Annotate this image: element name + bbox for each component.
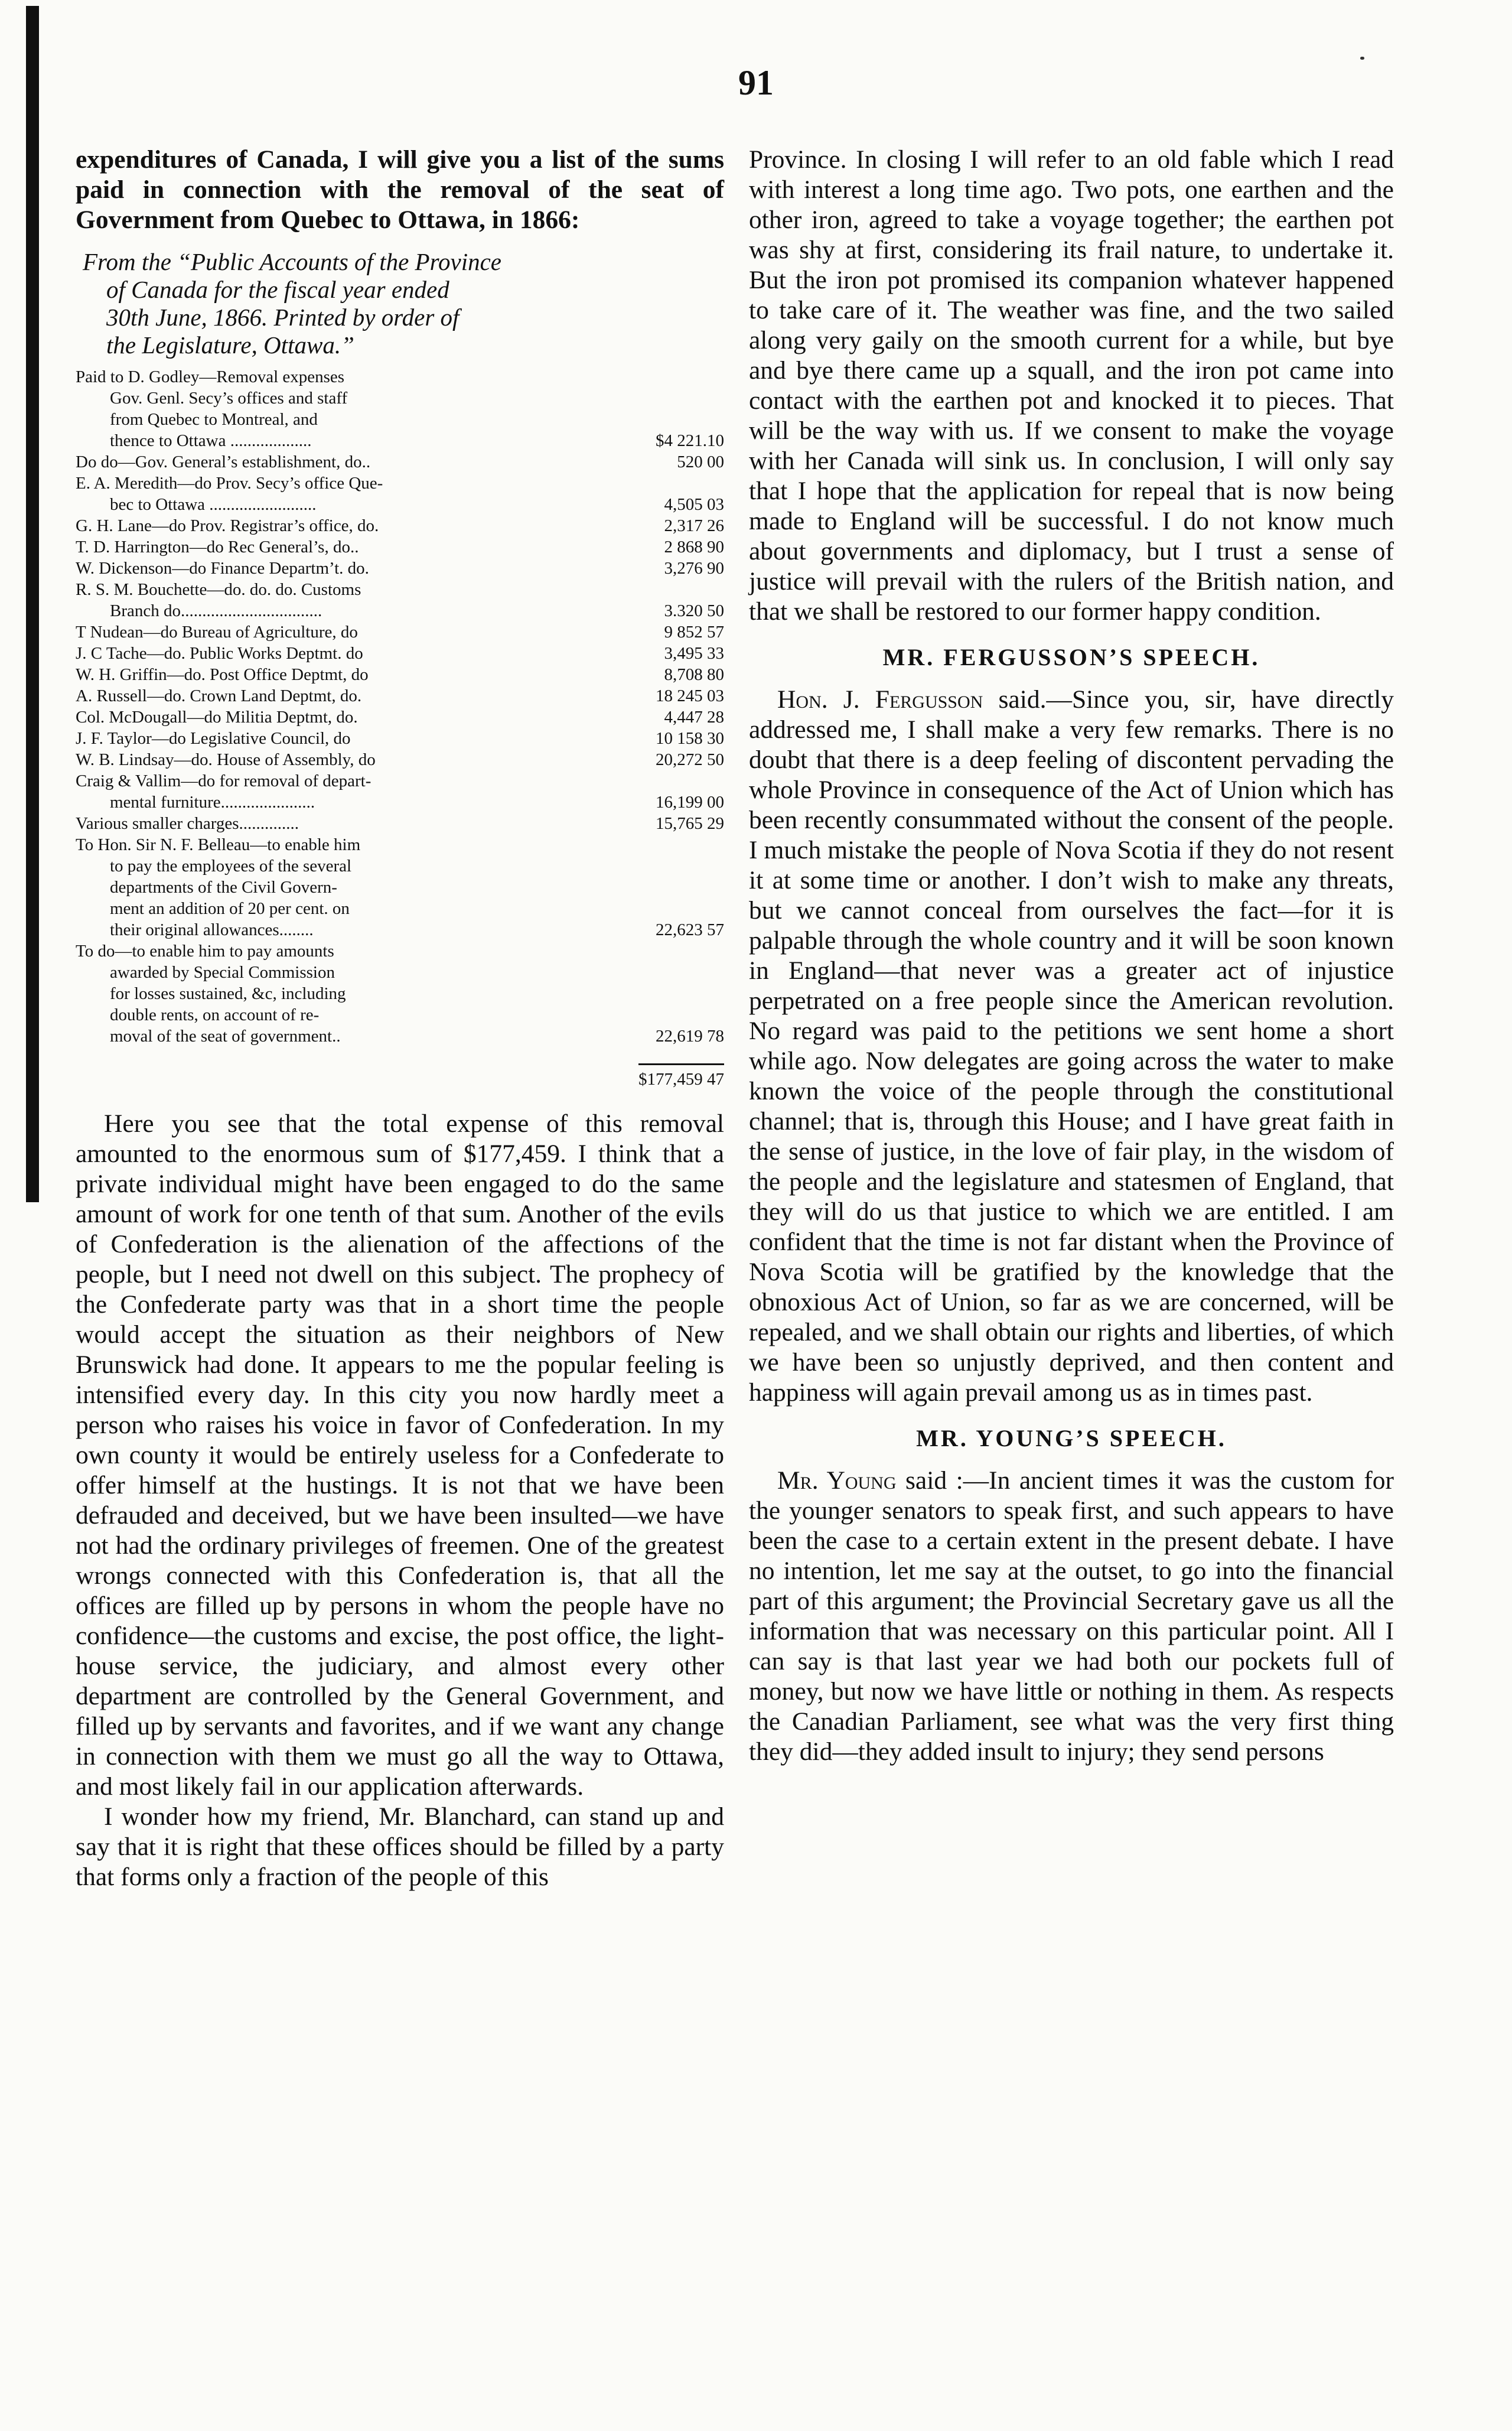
account-row [76, 664, 724, 685]
account-amount: 9 852 57 [664, 623, 724, 642]
intro-paragraph: expenditures of Canada, I will give you a list of the sums paid in connection with the removal of the seat of Government from Quebec to Ottawa, in 1866: [76, 145, 724, 234]
account-description: W. B. Lindsay—do. House of Assembly, do [76, 750, 376, 769]
account-amount: 4,447 28 [664, 708, 724, 727]
account-description: Col. McDougall—do Militia Deptmt, do. [76, 708, 358, 727]
paragraph: I wonder how my friend, Mr. Blanchard, can stand up and say that it is right that these offices should be filled by a party that forms only a fraction of the people of this [76, 1802, 724, 1891]
account-description: J. C Tache—do. Public Works Deptmt. do [76, 644, 363, 663]
account-row [76, 685, 724, 707]
account-description: A. Russell—do. Crown Land Deptmt, do. [76, 686, 362, 705]
accounts-table [76, 366, 724, 1090]
account-description: W. Dickenson—do Finance Departm’t. do. [76, 559, 369, 578]
account-description: mental furniture...................... [110, 793, 315, 812]
account-amount: 2 868 90 [664, 538, 724, 557]
account-amount: 20,272 50 [656, 750, 724, 769]
account-row [76, 515, 724, 536]
account-amount: 15,765 29 [656, 814, 724, 833]
page-number: 91 [738, 63, 774, 102]
paragraph: Province. In closing I will refer to an old fable which I read with interest a long time ago. Two pots, one earthen and the other iron, agreed to take a voyage together; the earthen pot was shy at first, considering its frail nature, to undertake it. But the iron pot promised its companion whatever happened to take care of it. The weather was fine, and the two sailed along very gaily on the smooth current for a while, but bye and bye there came up a squall, and the iron pot came into contact with the earthen pot and knocked it to pieces. That will be the way with us. If we consent to make the voyage with her Canada will sink us. In conclusion, I will only say that I hope that the application for repeal that is now being made to England will be successful. I do not know much about governments and diplomacy, but I trust a sense of justice will prevail with the rulers of the British nation, and that we shall be restored to our former happy condition. [749, 145, 1394, 626]
account-amount: 3.320 50 [664, 601, 724, 620]
account-description: J. F. Taylor—do Legislative Council, do [76, 729, 351, 748]
account-description: Branch do................................. [110, 601, 322, 620]
account-description: G. H. Lane—do Prov. Registrar’s office, do. [76, 516, 379, 535]
account-row [76, 940, 724, 1047]
account-description: W. H. Griffin—do. Post Office Deptmt, do [76, 665, 369, 684]
account-description: Paid to D. Godley—Removal expenses [76, 367, 345, 386]
account-amount: 22,623 57 [656, 920, 724, 939]
account-description: Various smaller charges.............. [76, 814, 299, 833]
account-description: for losses sustained, &c, including [110, 984, 346, 1003]
account-row [76, 558, 724, 579]
account-row [76, 749, 724, 770]
account-amount: 10 158 30 [656, 729, 724, 748]
margin-rule [26, 6, 39, 1202]
account-description: T Nudean—do Bureau of Agriculture, do [76, 623, 358, 642]
paragraph: Here you see that the total expense of this removal amounted to the enormous sum of $177,459. I think that a private individual might have been engaged to do the same amount of work for one tenth of that sum. Another of the evils of Confederation is the alienation of the affections of the people, but I need not dwell on this subject. The prophecy of the Confederate party was that in a short time the people would accept the situation as their neighbors of New Brunswick had done. It appears to me the popular feeling is intensified every day. In this city you now hardly meet a person who raises his voice in favor of Confederation. In my own county it would be entirely useless for a Confederate to offer himself at the hustings. It is not that we have been defrauded and deceived, but we have been insulted—we have not had the ordinary privileges of freemen. One of the greatest wrongs connected with this Confederation is, that all the offices are filled up by persons in whom the people have no confidence—the customs and excise, the post office, the light-house service, the judiciary, and almost every other department are controlled by the General Government, and filled up by servants and favorites, and if we want any change in connection with them we must go all the way to Ottawa, and most likely fail in our application afterwards. [76, 1109, 724, 1801]
account-description: E. A. Meredith—do Prov. Secy’s office Que- [76, 474, 383, 493]
account-row [76, 451, 724, 473]
account-description: thence to Ottawa ................... [110, 431, 312, 450]
account-amount: 18 245 03 [656, 686, 724, 705]
paragraph [749, 1466, 1394, 1767]
account-row [76, 473, 724, 515]
account-amount: 22,619 78 [656, 1027, 724, 1046]
account-row [76, 621, 724, 643]
account-description: their original allowances........ [110, 920, 314, 939]
account-description: To Hon. Sir N. F. Belleau—to enable him [76, 835, 361, 854]
speaker-name: Mr. Young [777, 1466, 897, 1495]
left-body [76, 1109, 724, 1892]
section-heading: MR. YOUNG’S SPEECH. [916, 1425, 1227, 1452]
account-row [76, 536, 724, 558]
account-description: ment an addition of 20 per cent. on [110, 899, 350, 918]
speech-text: said :—In ancient times it was the custom for the younger senators to speak first, and such appears to have been the case to a certain extent in the present debate. I have no intention, let me say at the outset, to go into the financial part of this argument; the Provincial Secretary gave us all the information that was necessary on this particular point. All I can say is that last year we had both our pockets full of money, but now we have little or nothing in them. As respects the Canadian Parliament, see what was the very first thing they did—they added insult to injury; they send persons [749, 1466, 1394, 1766]
account-row [76, 707, 724, 728]
account-row [76, 579, 724, 621]
print-speck [1360, 57, 1364, 60]
account-description: T. D. Harrington—do Rec General’s, do.. [76, 538, 359, 557]
account-row [76, 770, 724, 813]
left-column [76, 145, 724, 1892]
source-line: of Canada for the fiscal year ended [106, 276, 449, 303]
account-row [76, 813, 724, 834]
speaker-name: Hon. J. Fergusson [777, 685, 983, 714]
account-amount: 520 00 [677, 453, 724, 471]
account-description: To do—to enable him to pay amounts [76, 942, 334, 961]
speech-text: said.—Since you, sir, have directly addressed me, I shall make a very few remarks. There is no doubt that there is a deep feeling of discontent pervading the whole Province in consequence of the Act of Union which has been recently consummated without the consent of the people. I much mistake the people of Nova Scotia if they do not resent it at some time or another. I don’t wish to make any threats, but we cannot conceal from ourselves the fact—for it is palpable through the whole country and it will be soon known in England—that never was a greater act of injustice perpetrated on a free people since the American revolution. No regard was paid to the petitions we sent home a short while ago. Now delegates are going across the water to make known the voice of the people through the constitutional channel; that is, through this House; and I have great faith in the sense of justice, in the love of fair play, in the wisdom of the people and the legislature and statesmen of England, that they will do us that justice to which we are entitled. I am confident that the time is not far distant when the Province of Nova Scotia will be gratified by the knowledge that the obnoxious Act of Union, so far as we are concerned, will be repealed, and we shall obtain our rights and liberties, of which we have been so unjustly deprived, and then content and happiness will again prevail among us as in times past. [749, 685, 1394, 1407]
account-description: to pay the employees of the several [110, 857, 352, 876]
account-description: Craig & Vallim—do for removal of depart- [76, 772, 372, 790]
source-line: 30th June, 1866. Printed by order of [106, 304, 460, 331]
account-description: double rents, on account of re- [110, 1005, 320, 1024]
account-description: moval of the seat of government.. [110, 1027, 341, 1046]
source-line: From the “Public Accounts of the Province [83, 248, 501, 275]
account-description: bec to Ottawa ......................... [110, 495, 317, 514]
account-amount: 16,199 00 [656, 793, 724, 812]
source-citation [76, 248, 724, 359]
account-amount: 4,505 03 [664, 495, 724, 514]
total-amount: $177,459 47 [638, 1063, 724, 1090]
source-line: the Legislature, Ottawa.” [106, 331, 354, 359]
account-amount: 8,708 80 [664, 665, 724, 684]
account-description: from Quebec to Montreal, and [110, 410, 318, 429]
section-heading: MR. FERGUSSON’S SPEECH. [882, 644, 1260, 671]
account-row [76, 366, 724, 451]
account-description: Do do—Gov. General’s establishment, do.. [76, 453, 371, 471]
account-amount: $4 221.10 [656, 431, 724, 450]
paragraph [749, 685, 1394, 1408]
account-amount: 3,276 90 [664, 559, 724, 578]
account-row [76, 643, 724, 664]
total-row [76, 1047, 724, 1090]
account-description: Gov. Genl. Secy’s offices and staff [110, 389, 348, 408]
account-row [76, 834, 724, 940]
account-description: awarded by Special Commission [110, 963, 335, 982]
right-column [749, 145, 1394, 1767]
account-amount: 3,495 33 [664, 644, 724, 663]
account-amount: 2,317 26 [664, 516, 724, 535]
account-description: R. S. M. Bouchette—do. do. do. Customs [76, 580, 361, 599]
account-row [76, 728, 724, 749]
account-description: departments of the Civil Govern- [110, 878, 337, 897]
